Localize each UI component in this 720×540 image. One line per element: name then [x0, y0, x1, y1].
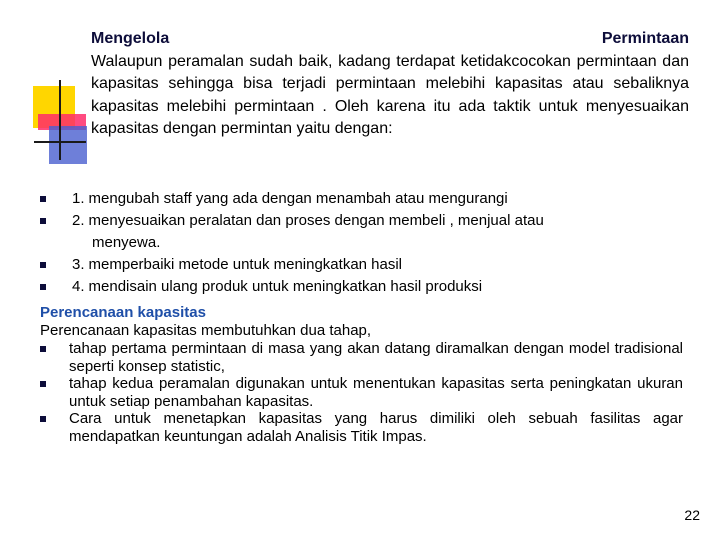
- heading-left: Mengelola: [91, 30, 170, 47]
- planning-section: [40, 304, 683, 445]
- square-bullet-icon: [40, 218, 46, 224]
- planning-intro: Perencanaan kapasitas membutuhkan dua tahap,: [40, 321, 372, 339]
- square-bullet-icon: [40, 416, 46, 422]
- step-text: mengubah staff yang ada dengan menambah atau mengurangi: [88, 190, 508, 207]
- step-number: 3.: [72, 256, 85, 273]
- list-item: [40, 254, 680, 276]
- square-bullet-icon: [40, 262, 46, 268]
- list-item: [40, 375, 683, 410]
- page-number: 22: [684, 507, 700, 523]
- planning-title: Perencanaan kapasitas: [40, 304, 206, 321]
- steps-list: [40, 188, 680, 298]
- step-text: memperbaiki metode untuk meningkatkan hasil: [88, 256, 403, 273]
- planning-item-text: tahap kedua peramalan digunakan untuk menentukan kapasitas serta peningkatan ukuran untuk setiap penambahan kapasitas.: [69, 375, 683, 410]
- square-bullet-icon: [40, 381, 46, 387]
- intro-section: [91, 28, 689, 141]
- list-item: [40, 188, 680, 210]
- blue-square: [49, 126, 87, 164]
- step-number: 2.: [72, 212, 85, 229]
- horizontal-line: [34, 141, 86, 143]
- list-item: [40, 210, 680, 254]
- planning-item-text: Cara untuk menetapkan kapasitas yang harus dimiliki oleh sebuah fasilitas agar mendapatkan keuntungan adalah Analisis Titik Impas.: [69, 410, 683, 445]
- step-text: mendisain ulang produk untuk meningkatkan hasil produksi: [88, 278, 483, 295]
- heading-right: Permintaan: [601, 30, 689, 47]
- step-continuation: menyewa.: [92, 234, 161, 251]
- vertical-line: [59, 80, 61, 160]
- list-item: [40, 410, 683, 445]
- step-number: 1.: [72, 190, 85, 207]
- step-number: 4.: [72, 278, 85, 295]
- square-bullet-icon: [40, 284, 46, 290]
- square-bullet-icon: [40, 346, 46, 352]
- list-item: [40, 276, 680, 298]
- step-text: menyesuaikan peralatan dan proses dengan membeli , menjual atau: [88, 212, 544, 229]
- intro-heading: [91, 28, 689, 51]
- decorative-squares: [30, 80, 90, 170]
- list-item: [40, 340, 683, 375]
- intro-paragraph: Walaupun peramalan sudah baik, kadang terdapat ketidakcocokan permintaan dan kapasitas sehingga bisa terjadi permintaan melebihi kapasitas atau sebaliknya kapasitas melebihi permintaan . Oleh karena itu ada taktik untuk menyesuaikan kapasitas dengan permintan yaitu dengan:: [91, 52, 689, 137]
- square-bullet-icon: [40, 196, 46, 202]
- planning-item-text: tahap pertama permintaan di masa yang akan datang diramalkan dengan model tradisional seperti konsep statistic,: [69, 340, 683, 375]
